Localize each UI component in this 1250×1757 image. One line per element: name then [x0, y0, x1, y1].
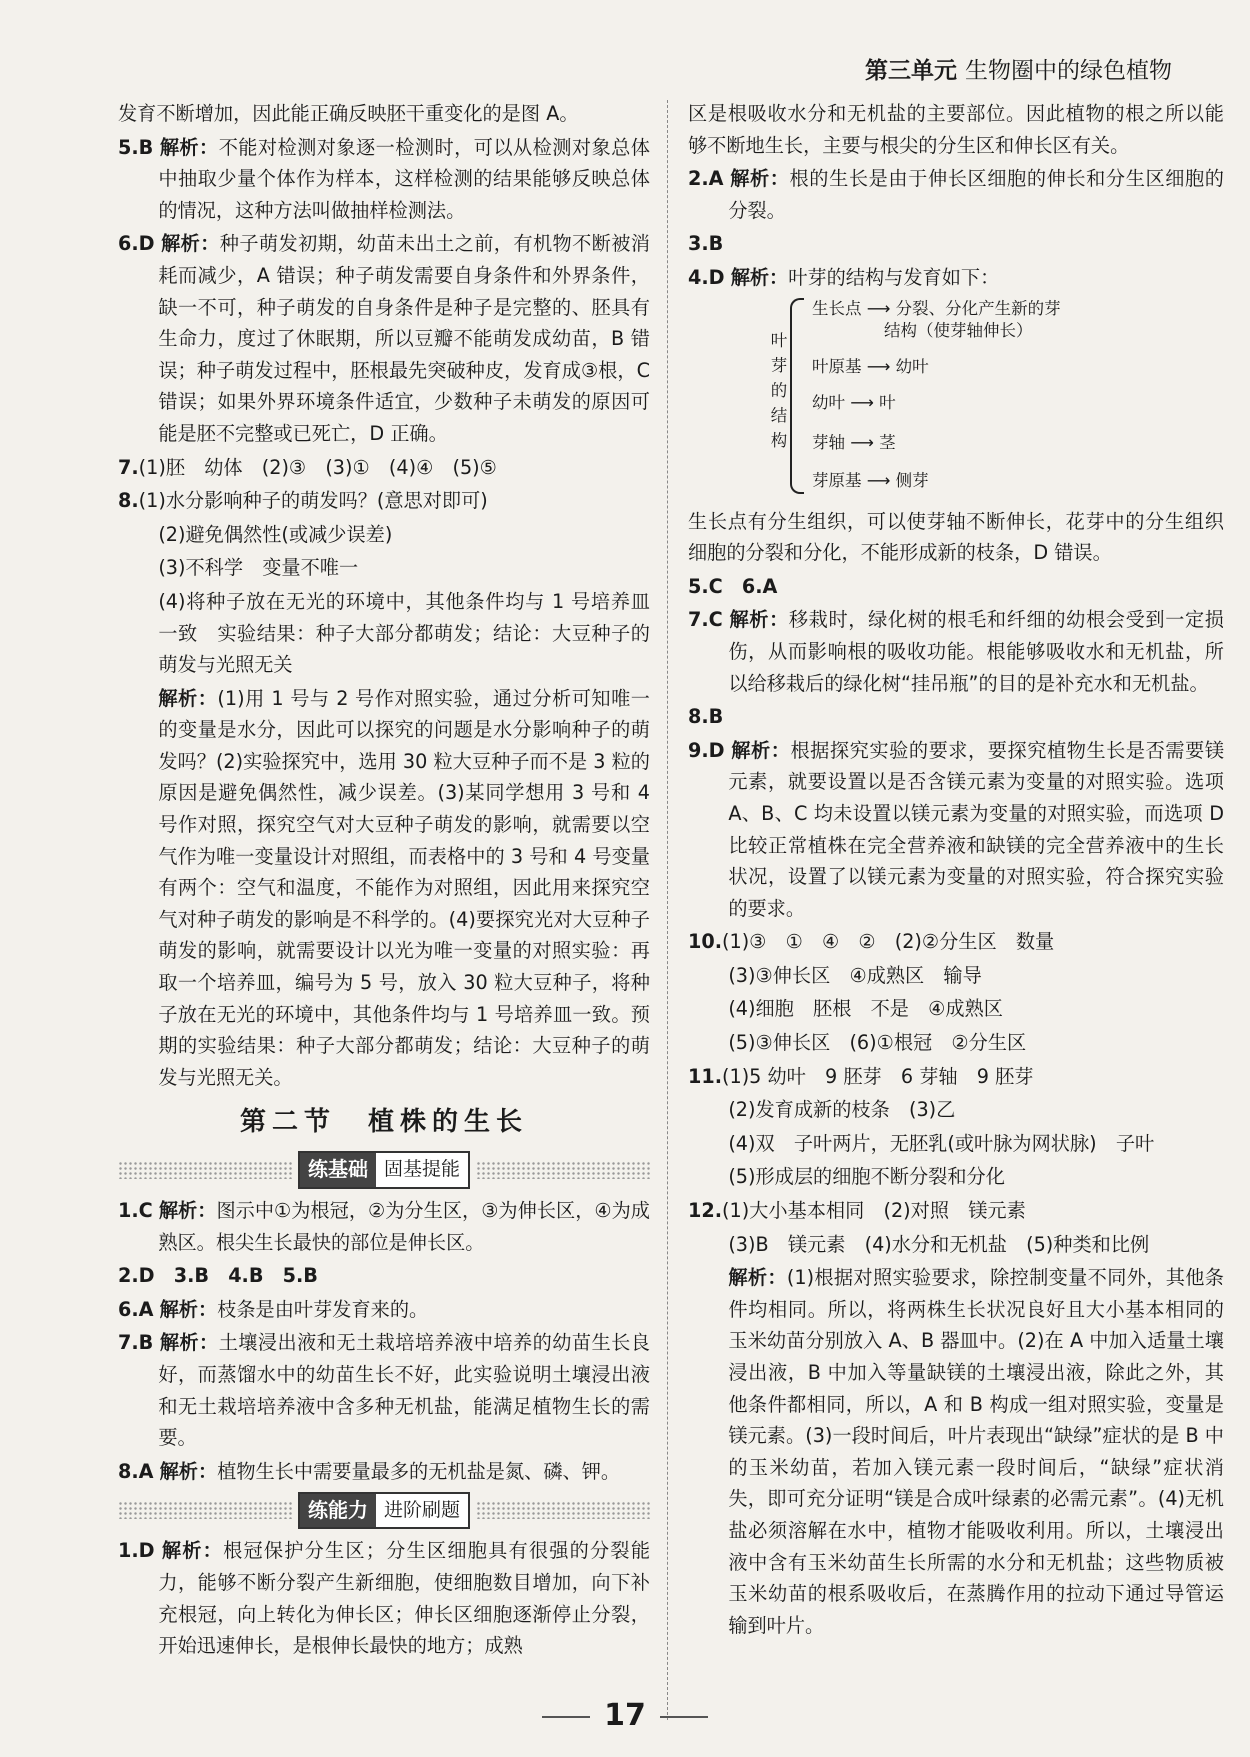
answer-10-part3: (4)细胞 胚根 不是 ④成熟区 — [728, 997, 1003, 1021]
answer-text: 叶芽的结构与发育如下： — [788, 265, 1000, 289]
dot-pattern — [476, 1501, 650, 1519]
basic-answer-8 — [118, 1456, 650, 1488]
bud-structure-diagram — [688, 298, 1224, 498]
answer-text: (1)③ ① ④ ② (2)②分生区 数量 — [722, 930, 1055, 954]
analysis-label: 解析： — [728, 1266, 787, 1290]
right-column — [688, 98, 1224, 1643]
answer-number: 7.C — [688, 608, 723, 632]
answer-12-analysis — [688, 1262, 1224, 1641]
banner-ability — [118, 1493, 650, 1527]
ability-answer-11 — [688, 1061, 1224, 1093]
answer-8-part3: (3)不科学 变量不唯一 — [158, 556, 359, 580]
answer-number: 8.A — [118, 1459, 154, 1483]
ability-answer-1 — [118, 1535, 650, 1661]
banner-basic — [118, 1153, 650, 1187]
answer-text: 移栽时，绿化树的根毛和纤细的幼根会受到一定损伤，从而影响根的吸收功能。根能够吸收水和无机盐，所以给移栽后的绿化树“挂吊瓶”的目的是补充水和无机盐。 — [728, 608, 1224, 695]
ability-answer-3: 3.B — [688, 232, 724, 256]
answer-text: 根冠保护分生区；分生区细胞具有很强的分裂能力，能够不断分裂产生新细胞，使细胞数目增加，向下补充根冠，向上转化为伸长区；伸长区细胞逐渐停止分裂，开始迅速伸长，是根伸长最快的地方；成熟 — [158, 1539, 651, 1658]
answer-text: 植物生长中需要量最多的无机盐是氮、磷、钾。 — [217, 1459, 621, 1483]
page-number — [0, 1698, 1250, 1733]
answer-number: 8. — [118, 489, 139, 513]
answer-8 — [118, 485, 650, 517]
basic-answers-2-5: 2.D 3.B 4.B 5.B — [118, 1264, 318, 1288]
answer-10-part4: (5)③伸长区 (6)①根冠 ②分生区 — [728, 1031, 1027, 1055]
answer-number: 10. — [688, 930, 722, 954]
answer-text: 根的生长是由于伸长区细胞的伸长和分生区细胞的分裂。 — [728, 167, 1224, 222]
answer-12-part2: (3)B 镁元素 (4)水分和无机盐 (5)种类和比例 — [728, 1232, 1150, 1256]
ability-answer-4 — [688, 262, 1224, 294]
answer-number: 6.D — [118, 232, 155, 256]
diagram-row-growth-point-cont: 结构（使芽轴伸长） — [884, 320, 1033, 340]
analysis-label: 解析： — [159, 135, 219, 159]
ability-answer-12 — [688, 1195, 1224, 1227]
answer-number: 7.B — [118, 1331, 154, 1355]
answer-text: (1)胚 幼体 (2)③ (3)① (4)④ (5)⑤ — [138, 455, 497, 479]
answer-text: 土壤浸出液和无土栽培培养液中培养的幼苗生长良好，而蒸馏水中的幼苗生长不好，此实验说明土壤浸出液和无土栽培培养液中含多种无机盐，能满足植物生长的需要。 — [158, 1331, 650, 1450]
answer-number: 1.D — [118, 1539, 155, 1563]
ability-answer-8: 8.B — [688, 705, 724, 729]
answer-5 — [118, 132, 650, 227]
basic-answer-6 — [118, 1294, 650, 1326]
analysis-label: 解析： — [159, 1331, 219, 1355]
answer-7 — [118, 452, 650, 484]
analysis-label: 解析： — [158, 686, 218, 710]
diagram-row-growth-point: 生长点 ⟶ 分裂、分化产生新的芽 — [812, 298, 1061, 318]
banner-tag — [298, 1492, 470, 1530]
diagram-row-young-leaf: 幼叶 ⟶ 叶 — [812, 392, 896, 412]
dot-pattern — [118, 1161, 292, 1179]
answer-8-analysis — [118, 683, 650, 1094]
ability-answer-7 — [688, 604, 1224, 699]
dot-pattern — [118, 1501, 292, 1519]
answer-8-part4: (4)将种子放在无光的环境中，其他条件均与 1 号培养皿一致 实验结果：种子大部分都萌发；结论：大豆种子的萌发与光照无关 — [158, 589, 650, 677]
answer-number: 6.A — [118, 1297, 154, 1321]
ability-answer-10 — [688, 926, 1224, 958]
page-number-value: 17 — [604, 1698, 646, 1733]
diagram-brace — [790, 298, 804, 494]
banner-label: 练能力 — [300, 1494, 376, 1528]
answer-11-part4: (5)形成层的细胞不断分裂和分化 — [728, 1165, 1005, 1189]
page-header — [865, 52, 1172, 85]
answer-number: 5.B — [118, 135, 154, 159]
left-column — [118, 98, 650, 1664]
answer-text: 枝条是由叶芽发育来的。 — [217, 1297, 429, 1321]
analysis-label: 解析： — [161, 232, 220, 256]
analysis-label: 解析： — [730, 167, 790, 191]
section-title: 第二节 植株的生长 — [239, 1107, 528, 1138]
unit-title: 生物圈中的绿色植物 — [965, 58, 1172, 84]
analysis-label: 解析： — [161, 1539, 224, 1563]
answer-text: 图示中①为根冠，②为分生区，③为伸长区，④为成熟区。根尖生长最快的部位是伸长区。 — [158, 1199, 650, 1254]
unit-label: 第三单元 — [865, 58, 957, 84]
analysis-text: (1)用 1 号与 2 号作对照实验，通过分析可知唯一的变量是水分，因此可以探究的问题是水分影响种子的萌发吗？(2)实验探究中，选用 30 粒大豆种子而不是 3 粒的原因是避免偶然性，减少误差。(3)某同学想用 3 号和 4 号作对照，探究空气对大豆种子萌发的影响，就需要以空气作为唯一变量设计对照组，而表格中的 3 号和 4 号变量有两个：空气和温度，不能作为对照组，因此用来探究空气对种子萌发的影响是不科学的。(4)要探究光对大豆种子萌发的影响，就需要设计以光为唯一变量的对照实验：再取一个培养皿，编号为 5 号，放入 30 粒大豆种子，将种子放在无光的环境中，其他条件均与 1 号培养皿一致。预期的实验结果：种子大部分都萌发；结论：大豆种子的萌发与光照无关。 — [158, 686, 650, 1089]
answer-number: 1.C — [118, 1199, 153, 1222]
answer-6 — [118, 228, 650, 449]
page-number-dash-left — [542, 1716, 590, 1718]
answer-number: 4.D — [688, 265, 725, 289]
dot-pattern — [476, 1161, 650, 1179]
basic-answer-1 — [118, 1195, 650, 1258]
analysis-label: 解析： — [159, 1297, 218, 1321]
diagram-root-label: 叶芽的结构 — [770, 330, 788, 450]
answer-text: 不能对检测对象逐一检测时，可以从检测对象总体中抽取少量个体作为样本，这样检测的结果能够反映总体的情况，这种方法叫做抽样检测法。 — [158, 135, 650, 222]
banner-sublabel: 固基提能 — [376, 1153, 468, 1187]
analysis-label: 解析： — [731, 738, 791, 762]
answer-text: (1)水分影响种子的萌发吗？(意思对即可) — [138, 489, 488, 513]
page-number-dash-right — [660, 1716, 708, 1718]
column-divider — [667, 100, 668, 1720]
banner-label: 练基础 — [300, 1153, 376, 1187]
answer-number: 12. — [688, 1199, 722, 1223]
ability-answer-2 — [688, 163, 1224, 226]
analysis-text: (1)根据对照实验要求，除控制变量不同外，其他条件均相同。所以，将两株生长状况良好且大小基本相同的玉米幼苗分别放入 A、B 器皿中。(2)在 A 中加入适量土壤浸出液，B 中加入等量缺镁的土壤浸出液，除此之外，其他条件都相同，所以，A 和 B 构成一组对照实验，变量是镁元素。(3)一段时间后，叶片表现出“缺绿”症状的是 B 中的玉米幼苗，若加入镁元素一段时间后，“缺绿”症状消失，即可充分证明“镁是合成叶绿素的必需元素”。(4)无机盐必须溶解在水中，植物才能吸收利用。所以，土壤浸出液中含有玉米幼苗生长所需的水分和无机盐；这些物质被玉米幼苗的根系吸收后，在蒸腾作用的拉动下通过导管运输到叶片。 — [728, 1266, 1224, 1637]
answer-number: 2.A — [688, 167, 724, 191]
answer-11-part2: (2)发育成新的枝条 (3)乙 — [728, 1098, 956, 1122]
answer-text: 根据探究实验的要求，要探究植物生长是否需要镁元素，就要设置以是否含镁元素为变量的对照实验。选项 A、B、C 均未设置以镁元素为变量的对照实验，而选项 D 比较正常植株在完全营养液和缺镁的完全营养液中的生长状况，设置了以镁元素为变量的对照实验，符合探究实验的要求。 — [728, 738, 1225, 920]
answer-number: 7. — [118, 455, 139, 479]
diagram-row-bud-primordium: 芽原基 ⟶ 侧芽 — [812, 470, 929, 490]
ability-answer-9 — [688, 735, 1224, 925]
diagram-row-bud-axis: 芽轴 ⟶ 茎 — [812, 432, 896, 452]
analysis-label: 解析： — [159, 1459, 218, 1483]
basic-answer-7 — [118, 1327, 650, 1453]
banner-tag — [298, 1151, 470, 1189]
continued-text: 区是根吸收水分和无机盐的主要部位。因此植物的根之所以能够不断地生长，主要与根尖的分生区和伸长区有关。 — [688, 102, 1224, 157]
diagram-row-leaf-primordium: 叶原基 ⟶ 幼叶 — [812, 356, 929, 376]
analysis-label: 解析： — [729, 608, 789, 632]
answer-text: (1)5 幼叶 9 胚芽 6 芽轴 9 胚芽 — [722, 1064, 1034, 1088]
continued-text: 发育不断增加，因此能正确反映胚干重变化的是图 A。 — [118, 102, 579, 125]
analysis-label: 解析： — [158, 1199, 217, 1222]
answer-number: 11. — [688, 1064, 722, 1088]
answer-text: 种子萌发初期，幼苗未出土之前，有机物不断被消耗而减少，A 错误；种子萌发需要自身条件和外界条件，缺一不可，种子萌发的自身条件是种子是完整的、胚具有生命力，度过了休眠期，所以豆瓣不能萌发成幼苗，B 错误；种子萌发过程中，胚根最先突破种皮，发育成③根，C 错误；如果外界环境条件适宜，少数种子未萌发的原因可能是胚不完整或已死亡，D 正确。 — [158, 232, 650, 445]
answer-number: 9.D — [688, 738, 725, 762]
answer-text: (1)大小基本相同 (2)对照 镁元素 — [722, 1199, 1026, 1223]
answer-8-part2: (2)避免偶然性(或减少误差) — [158, 522, 393, 546]
ability-answer-4-cont: 生长点有分生组织，可以使芽轴不断伸长，花芽中的分生组织细胞的分裂和分化，不能形成新的枝条，D 错误。 — [688, 509, 1224, 565]
analysis-label: 解析： — [730, 265, 789, 289]
banner-sublabel: 进阶刷题 — [376, 1494, 468, 1528]
answer-11-part3: (4)双 子叶两片，无胚乳(或叶脉为网状脉) 子叶 — [728, 1131, 1155, 1155]
answer-10-part2: (3)③伸长区 ④成熟区 输导 — [728, 963, 982, 987]
ability-answers-5-6: 5.C 6.A — [688, 574, 778, 598]
